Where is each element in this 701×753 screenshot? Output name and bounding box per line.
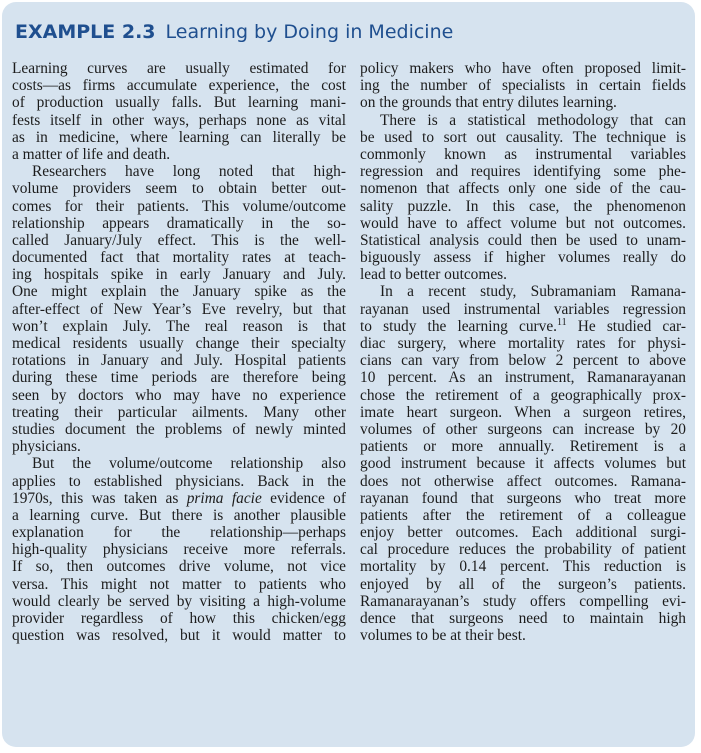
text-line: medical residents usually change their specialty	[12, 335, 346, 352]
text-line: chose the retirement of a geographically prox-	[360, 386, 686, 404]
text-line: cal procedure reduces the probability of patient	[360, 541, 686, 559]
text-line: nomenon that affects only one side of the cau-	[360, 180, 686, 198]
text-line: provider regardless of how this chicken/egg	[12, 610, 346, 627]
footnote-marker: 11	[557, 316, 567, 328]
text-line: relationship appears dramatically in the so-	[12, 214, 346, 232]
text-line: dence that surgeons need to maintain high	[360, 610, 686, 627]
example-box	[2, 2, 695, 747]
text-line: comes for their patients. This volume/outcome	[12, 197, 346, 215]
text-line: seen by doctors who may have no experience	[12, 386, 346, 404]
text-line: after-effect of New Year’s Eve revelry, but that	[12, 300, 346, 318]
left-text-column	[12, 60, 346, 644]
text-line: patients or more annually. Retirement is a	[360, 438, 686, 456]
text-line: to study the learning curve.$^{11}$ He studied car-	[360, 316, 686, 335]
text-line: documented fact that mortality rates at teach-	[12, 249, 346, 267]
text-line: rayanan used instrumental variables regression	[360, 300, 686, 318]
text-line: during these time periods are therefore being	[12, 369, 346, 387]
text-line: ing hospitals spike in early January and July.	[12, 266, 346, 284]
text-line: applies to established physicians. Back in the	[12, 472, 346, 490]
text-line: volumes of other surgeons can increase by 20	[360, 420, 686, 438]
text-line: versa. This might not matter to patients who	[12, 575, 346, 593]
text-line: explanation for the relationship—perhaps	[12, 524, 346, 542]
text-line: good instrument because it affects volumes but	[360, 455, 686, 473]
text-line: a learning curve. But there is another plausible	[12, 506, 346, 524]
text-line: ing the number of specialists in certain fields	[360, 77, 686, 95]
text-line: physicians.	[12, 438, 81, 456]
text-line: volume providers seem to obtain better out-	[12, 180, 346, 198]
text-line: called January/July effect. This is the well-	[12, 231, 346, 249]
text-line: would have to affect volume but not outcomes.	[360, 214, 686, 232]
text-line: biguously assess if higher volumes really do	[360, 249, 686, 267]
text-line: imate heart surgeon. When a surgeon retires,	[360, 403, 686, 421]
text-line: be used to sort out causality. The technique is	[360, 128, 686, 146]
text-line: a matter of life and death.	[12, 145, 171, 163]
text-line: on the grounds that entry dilutes learning.	[360, 94, 617, 112]
text-line: rayanan found that surgeons who treat more	[360, 489, 686, 507]
text-line: fests itself in other ways, perhaps none as vital	[12, 111, 346, 129]
text-line: rotations in January and July. Hospital patients	[12, 352, 346, 370]
text-line: enjoy better outcomes. Each additional surgi-	[360, 524, 686, 542]
example-label: EXAMPLE 2.3	[15, 21, 156, 43]
text-line: Ramanarayanan’s study offers compelling evi-	[360, 592, 686, 610]
text-line: Statistical analysis could then be used to unam-	[360, 231, 686, 249]
text-line: Learning curves are usually estimated for	[12, 60, 346, 77]
text-line: 1970s, this was taken as prima facie evidence of	[12, 489, 347, 507]
text-line: mortality by 0.14 percent. This reduction is	[360, 558, 686, 576]
text-line: policy makers who have often proposed limit-	[360, 60, 686, 77]
text-line: sality puzzle. In this case, the phenomenon	[360, 197, 686, 215]
text-line: If so, then outcomes drive volume, not vice	[12, 558, 346, 576]
text-line: does not otherwise affect outcomes. Ramana-	[360, 472, 686, 490]
text-line: enjoyed by all of the surgeon’s patients.	[360, 575, 686, 593]
right-text-column	[360, 60, 686, 644]
text-line: question was resolved, but it would matter to	[12, 627, 346, 645]
text-line: high-quality physicians receive more referrals.	[12, 541, 346, 559]
text-line: patients after the retirement of a colleague	[360, 506, 686, 524]
text-line: cians can vary from below 2 percent to above	[360, 352, 686, 370]
example-title: Learning by Doing in Medicine	[165, 21, 454, 43]
example-heading	[15, 21, 453, 43]
text-line: diac surgery, where mortality rates for physi-	[360, 335, 686, 352]
text-line: But the volume/outcome relationship also	[32, 455, 346, 473]
text-line: There is a statistical methodology that can	[380, 111, 686, 129]
text-line: costs—as firms accumulate experience, the cost	[12, 77, 346, 95]
text-line: would clearly be served by visiting a high-volume	[12, 592, 346, 610]
text-line: Researchers have long noted that high-	[32, 163, 346, 181]
text-line: of production usually falls. But learning mani-	[12, 94, 346, 112]
text-line: In a recent study, Subramaniam Ramana-	[380, 283, 686, 301]
text-line: commonly known as instrumental variables	[360, 145, 686, 163]
text-line: One might explain the January spike as the	[12, 283, 346, 301]
text-line: regression and requires identifying some phe-	[360, 163, 686, 181]
text-line: treating their particular ailments. Many other	[12, 403, 346, 421]
text-line: won’t explain July. The real reason is that	[12, 317, 346, 335]
text-line: lead to better outcomes.	[360, 266, 508, 284]
text-line: volumes to be at their best.	[360, 627, 526, 645]
text-line: studies document the problems of newly minted	[12, 420, 346, 438]
text-line: as in medicine, where learning can literally be	[12, 128, 346, 146]
text-line: 10 percent. As an instrument, Ramanarayanan	[360, 369, 686, 387]
